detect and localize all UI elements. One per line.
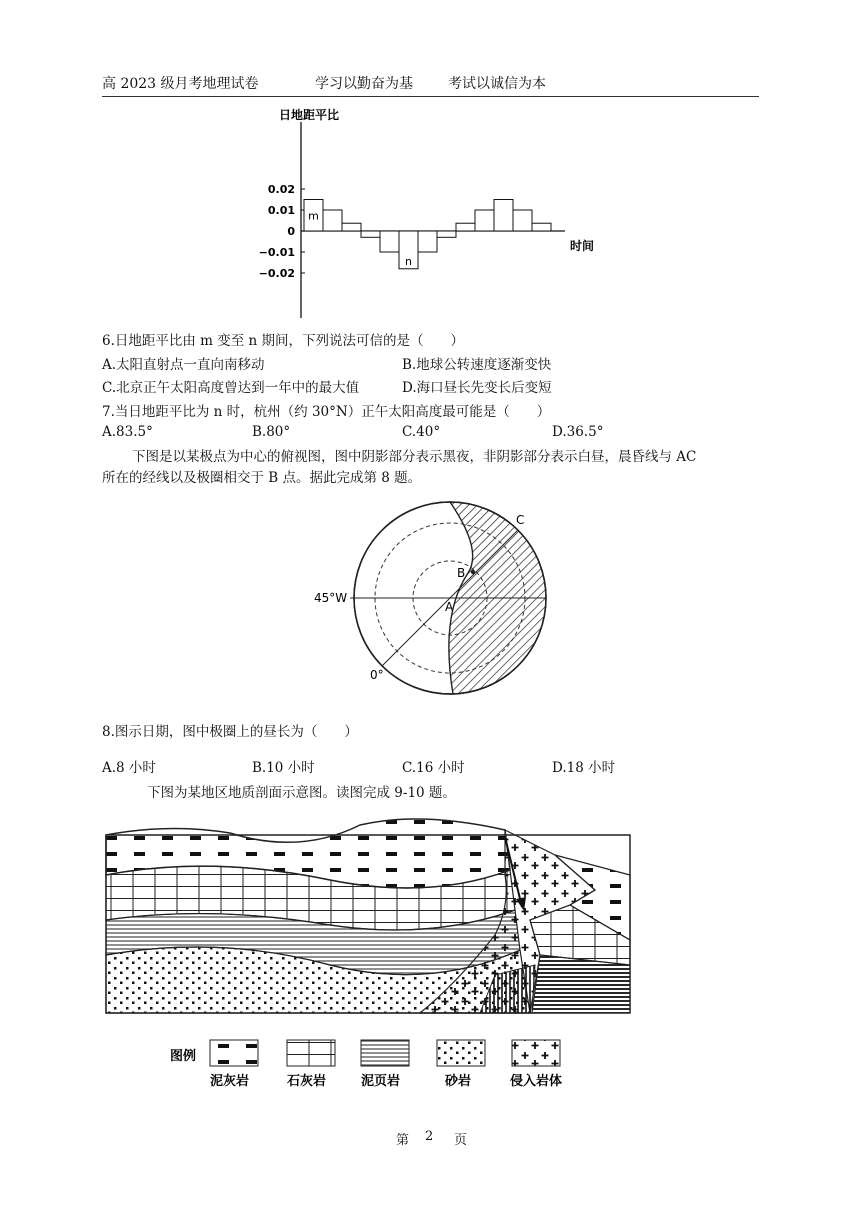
chart-xlabel: 时间 — [570, 239, 595, 253]
q7-stem: 7.当日地距平比为 n 时，杭州（约 30°N）正午太阳高度最可能是（ ） — [102, 404, 551, 420]
footer-page-number: 2 — [425, 1129, 434, 1144]
chart-bar — [475, 210, 494, 231]
chart-tick-label: 0.01 — [267, 204, 295, 217]
header-motto-2: 考试以诚信为本 — [448, 76, 546, 92]
legend-limestone — [287, 1040, 335, 1089]
page-header — [102, 70, 759, 97]
q7-option-c[interactable]: C.40° — [402, 424, 441, 440]
chart-bar — [494, 200, 513, 232]
q8-option-b[interactable]: B.10 小时 — [252, 760, 315, 776]
q6-option-c[interactable]: C.北京正午太阳高度曾达到一年中的最大值 — [102, 380, 360, 396]
label-a: A — [445, 600, 454, 614]
chart-bar — [456, 223, 475, 231]
chart-bar — [380, 231, 399, 252]
q8-option-d[interactable]: D.18 小时 — [552, 760, 616, 776]
q910-intro: 下图为某地区地质剖面示意图。读图完成 9-10 题。 — [147, 785, 456, 801]
q7-option-a[interactable]: A.83.5° — [102, 424, 153, 440]
legend-intrusion — [510, 1040, 562, 1089]
chart-bar — [513, 210, 532, 231]
chart-tick-label: 0.02 — [267, 183, 295, 196]
q8-intro-line1: 下图是以某极点为中心的俯视图，图中阴影部分表示黑夜，非阴影部分表示白昼，晨昏线与 AC — [132, 449, 697, 465]
legend-shale — [361, 1040, 409, 1089]
chart-tick-label: 0 — [287, 225, 295, 238]
chart-annotation: n — [405, 255, 412, 268]
svg-text:泥灰岩: 泥灰岩 — [210, 1074, 250, 1089]
footer-pre: 第 — [396, 1133, 410, 1148]
q8-option-c[interactable]: C.16 小时 — [402, 760, 465, 776]
q7-option-b[interactable]: B.80° — [252, 424, 291, 440]
svg-text:石灰岩: 石灰岩 — [287, 1074, 327, 1089]
label-45w: 45°W — [314, 591, 348, 605]
chart-bar — [437, 231, 456, 237]
header-motto-1: 学习以勤奋为基 — [315, 76, 413, 92]
q7-option-d[interactable]: D.36.5° — [552, 424, 604, 440]
polar-diagram — [300, 495, 570, 707]
legend-title: 图例 — [170, 1049, 197, 1064]
svg-text:泥页岩: 泥页岩 — [361, 1074, 401, 1089]
chart-tick-label: −0.02 — [258, 267, 295, 280]
legend-marl — [210, 1040, 258, 1089]
q8-option-a[interactable]: A.8 小时 — [102, 760, 156, 776]
q6-option-a[interactable]: A.太阳直射点一直向南移动 — [102, 357, 265, 373]
distance-ratio-chart — [255, 104, 615, 324]
legend-sandstone — [437, 1040, 485, 1089]
chart-tick-label: −0.01 — [258, 246, 295, 259]
q6-option-d[interactable]: D.海口昼长先变长后变短 — [402, 380, 552, 396]
chart-bar — [532, 223, 551, 231]
q8-intro-line2: 所在的经线以及极圈相交于 B 点。据此完成第 8 题。 — [102, 470, 422, 486]
label-0: 0° — [370, 668, 384, 682]
chart-bar — [323, 210, 342, 231]
point-b — [471, 570, 475, 574]
chart-ylabel: 日地距平比 — [279, 108, 340, 122]
label-c: C — [516, 513, 525, 527]
svg-text:砂岩: 砂岩 — [445, 1074, 472, 1089]
geologic-section — [100, 815, 640, 1095]
footer-post: 页 — [454, 1133, 468, 1148]
q6-option-b[interactable]: B.地球公转速度逐渐变快 — [402, 357, 552, 373]
header-exam-title: 高 2023 级月考地理试卷 — [102, 76, 259, 92]
right-bottom-strata — [532, 955, 630, 1013]
label-b: B — [457, 566, 466, 580]
q6-stem: 6.日地距平比由 m 变至 n 期间，下列说法可信的是（ ） — [102, 333, 465, 349]
chart-annotation: m — [308, 209, 319, 223]
chart-bar — [418, 231, 437, 252]
chart-bar — [342, 223, 361, 231]
q8-stem: 8.图示日期，图中极圈上的昼长为（ ） — [102, 724, 358, 740]
svg-text:侵入岩体: 侵入岩体 — [510, 1074, 563, 1089]
chart-bar — [361, 231, 380, 237]
